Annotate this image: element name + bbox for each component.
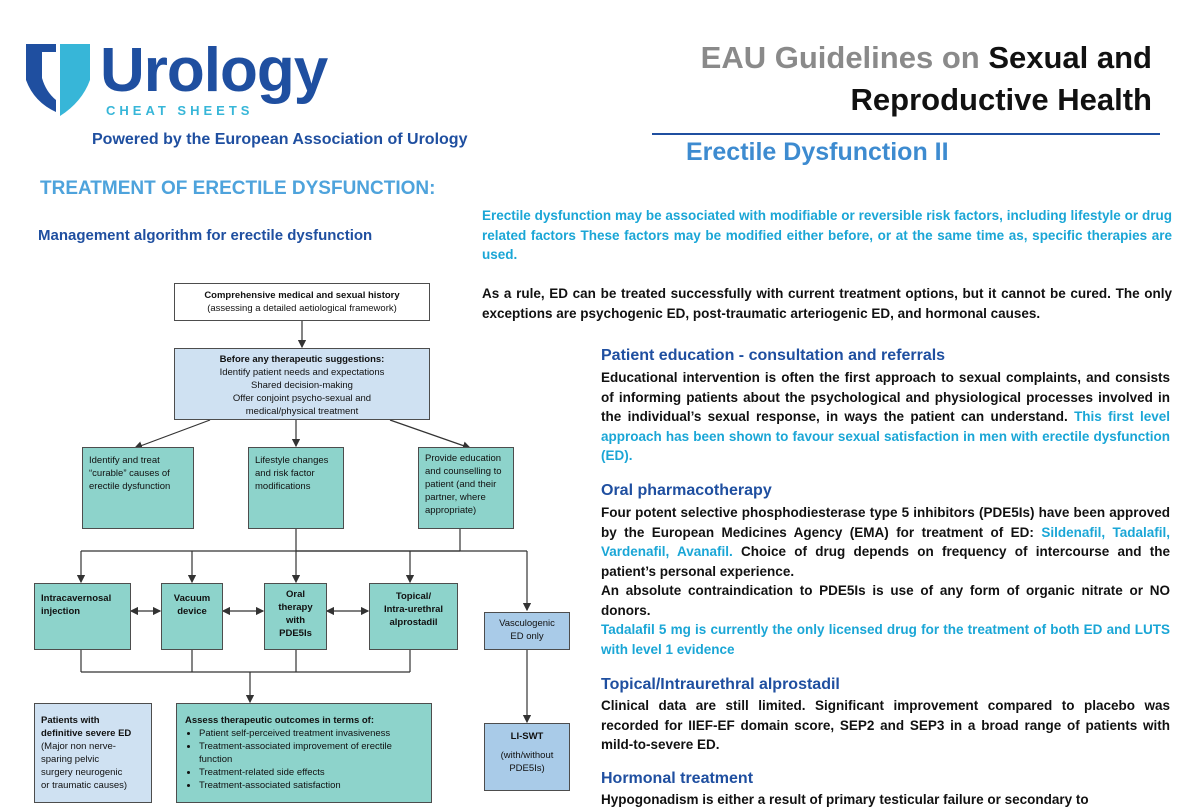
flow-lifestyle-line: modifications [255,481,311,492]
flow-assess-list [185,727,423,792]
flow-topical-line: alprostadil [389,617,438,628]
flow-severe-line: sparing pelvic [41,754,100,765]
page-subtitle: Erectile Dysfunction II [686,138,949,166]
flow-before-heading: Before any therapeutic suggestions: [219,354,385,365]
flow-oral-line: PDE5Is [279,628,312,639]
topical-text: Clinical data are still limited. Significant improvement compared to placebo was recorded for IIEF-EF domain score, SEP2 and SEP3 in a broad range of patients with mild-to-severe ED. [601,698,1170,752]
patient-education-text [601,368,1170,466]
hormonal-text: Hypogonadism is either a result of primary testicular failure or secondary to [601,792,1089,807]
oral-pharmacotherapy-text [601,503,1170,659]
flow-vacuum-line: Vacuum [173,593,211,604]
patient-education-highlight: This first level approach has been shown to favour sexual satisfaction in men with erectile dysfunction (ED). [601,409,1170,463]
flow-history-subtitle: (assessing a detailed aetiological framework) [207,303,397,314]
flow-vacuum-box [161,583,223,650]
flow-lifestyle-box [248,447,344,529]
flow-before-line: Shared decision-making [251,380,353,391]
flow-history-title: Comprehensive medical and sexual history [204,290,400,301]
flow-assess-item: • Treatment-associated improvement of erectile function [199,740,423,766]
flow-education-box [418,447,514,529]
oral-pharmacotherapy-body: Four potent selective phosphodiesterase type 5 inhibitors (PDE5Is) have been approved by the European Medicines Agency (EMA) for treatment of ED: [601,505,1170,540]
flow-vasculogenic-line: Vasculogenic [499,618,555,629]
powered-by: Powered by the European Association of Urology [92,131,468,148]
flow-vasculogenic-box [484,612,570,650]
logo-subtitle: CHEAT SHEETS [106,103,254,118]
flow-oral-box [264,583,327,650]
logo-wordmark: Urology [100,36,328,105]
flow-liswt-heading: LI-SWT [510,731,544,742]
flow-before-line: Offer conjoint psycho-sexual and [232,393,372,404]
flow-oral-line: therapy [278,602,313,613]
flow-lifestyle-line: Lifestyle changes [255,455,329,466]
oral-pharmacotherapy-choice: Choice of drug depends on frequency of intercourse and the patient’s personal experience. [601,544,1170,579]
flow-education-line: Provide education [425,453,502,464]
flow-curable-line: Identify and treat [89,455,160,466]
topical-heading: Topical/Intraurethral alprostadil [601,676,840,693]
flow-education-line: partner, where [425,492,486,503]
flow-education-line: and counselling to [425,466,502,477]
flow-severe-heading: Patients with [41,715,100,726]
flow-education-line: patient (and their [425,479,497,490]
patient-education-heading: Patient education - consultation and referrals [601,347,946,364]
oral-pharmacotherapy-heading: Oral pharmacotherapy [601,482,772,499]
flow-before-line: Identify patient needs and expectations [219,367,385,378]
flow-curable-line: “curable” causes of [89,468,170,479]
flow-education-line: appropriate) [425,505,477,516]
flow-assess-item: • Treatment-associated satisfaction [199,779,423,792]
flow-oral-line: Oral [285,589,305,600]
section-heading: TREATMENT OF ERECTILE DYSFUNCTION: [40,178,436,199]
oral-pharmacotherapy-highlight: Tadalafil 5 mg is currently the only licensed drug for the treatment of both ED and LUTS with level 1 evidence [601,622,1170,657]
title-topic-1: Sexual and [988,40,1152,75]
hormonal-heading: Hormonal treatment [601,770,754,787]
flow-topical-line: Intra-urethral [383,604,444,615]
intro-rule: As a rule, ED can be treated successfully with current treatment options, but it cannot be cured. The only exceptions are psychogenic ED, post-traumatic arteriogenic ED, and hormonal causes. [482,286,1172,321]
flow-curable-line: erectile dysfunction [89,481,171,492]
algorithm-title: Management algorithm for erectile dysfunction [38,227,373,244]
flow-liswt-line: (with/without [500,750,554,761]
flow-history-box [174,283,430,321]
flow-intracavernosal-box [34,583,131,650]
flow-intracavernosal-line: injection [41,606,81,617]
flow-severe-line: (Major non nerve- [41,741,116,752]
flow-assess-item: • Treatment-related side effects [199,766,423,779]
flow-assess-item: • Patient self-perceived treatment invasiveness [199,727,423,740]
page-title-line-2: Reproductive Health [850,82,1152,117]
oral-pharmacotherapy-contraindication: An absolute contraindication to PDE5Is is use of any form of organic nitrate or NO donors. [601,583,1170,618]
flow-severe-line: or traumatic causes) [41,780,128,791]
flow-assess-heading: Assess therapeutic outcomes in terms of: [185,715,374,726]
flow-curable-box [82,447,194,529]
flow-before-line: medical/physical treatment [245,406,359,417]
flow-topical-box [369,583,458,650]
title-guidelines: EAU Guidelines on [700,40,980,75]
flow-severe-box [34,703,152,803]
flow-liswt-box [484,723,570,791]
flow-before-box [174,348,430,420]
flow-severe-heading: definitive severe ED [41,728,132,739]
flow-topical-line: Topical/ [395,591,432,602]
flow-intracavernosal-line: Intracavernosal [41,593,112,604]
oral-pharmacotherapy-drugs: Sildenafil, Tadalafil, Vardenafil, Avanafil. [601,524,1170,559]
flow-vasculogenic-line: ED only [510,631,544,642]
flow-oral-line: with [286,615,305,626]
flow-assess-box [176,703,432,803]
flow-severe-line: surgery neurogenic [41,767,123,778]
flow-lifestyle-line: and risk factor [255,468,315,479]
flow-liswt-line: PDE5Is) [509,763,545,774]
flow-vacuum-line: device [177,606,207,617]
intro-risk-factors: Erectile dysfunction may be associated with modifiable or reversible risk factors, including lifestyle or drug related factors These factors may be modified either before, or at the same time as, specific therapies are used. [482,208,1172,262]
patient-education-body: Educational intervention is often the first approach to sexual complaints, and consists of informing patients about the psychological and physiological processes involved in the individual’s sexual response, in ways the patient can understand. [601,370,1170,424]
